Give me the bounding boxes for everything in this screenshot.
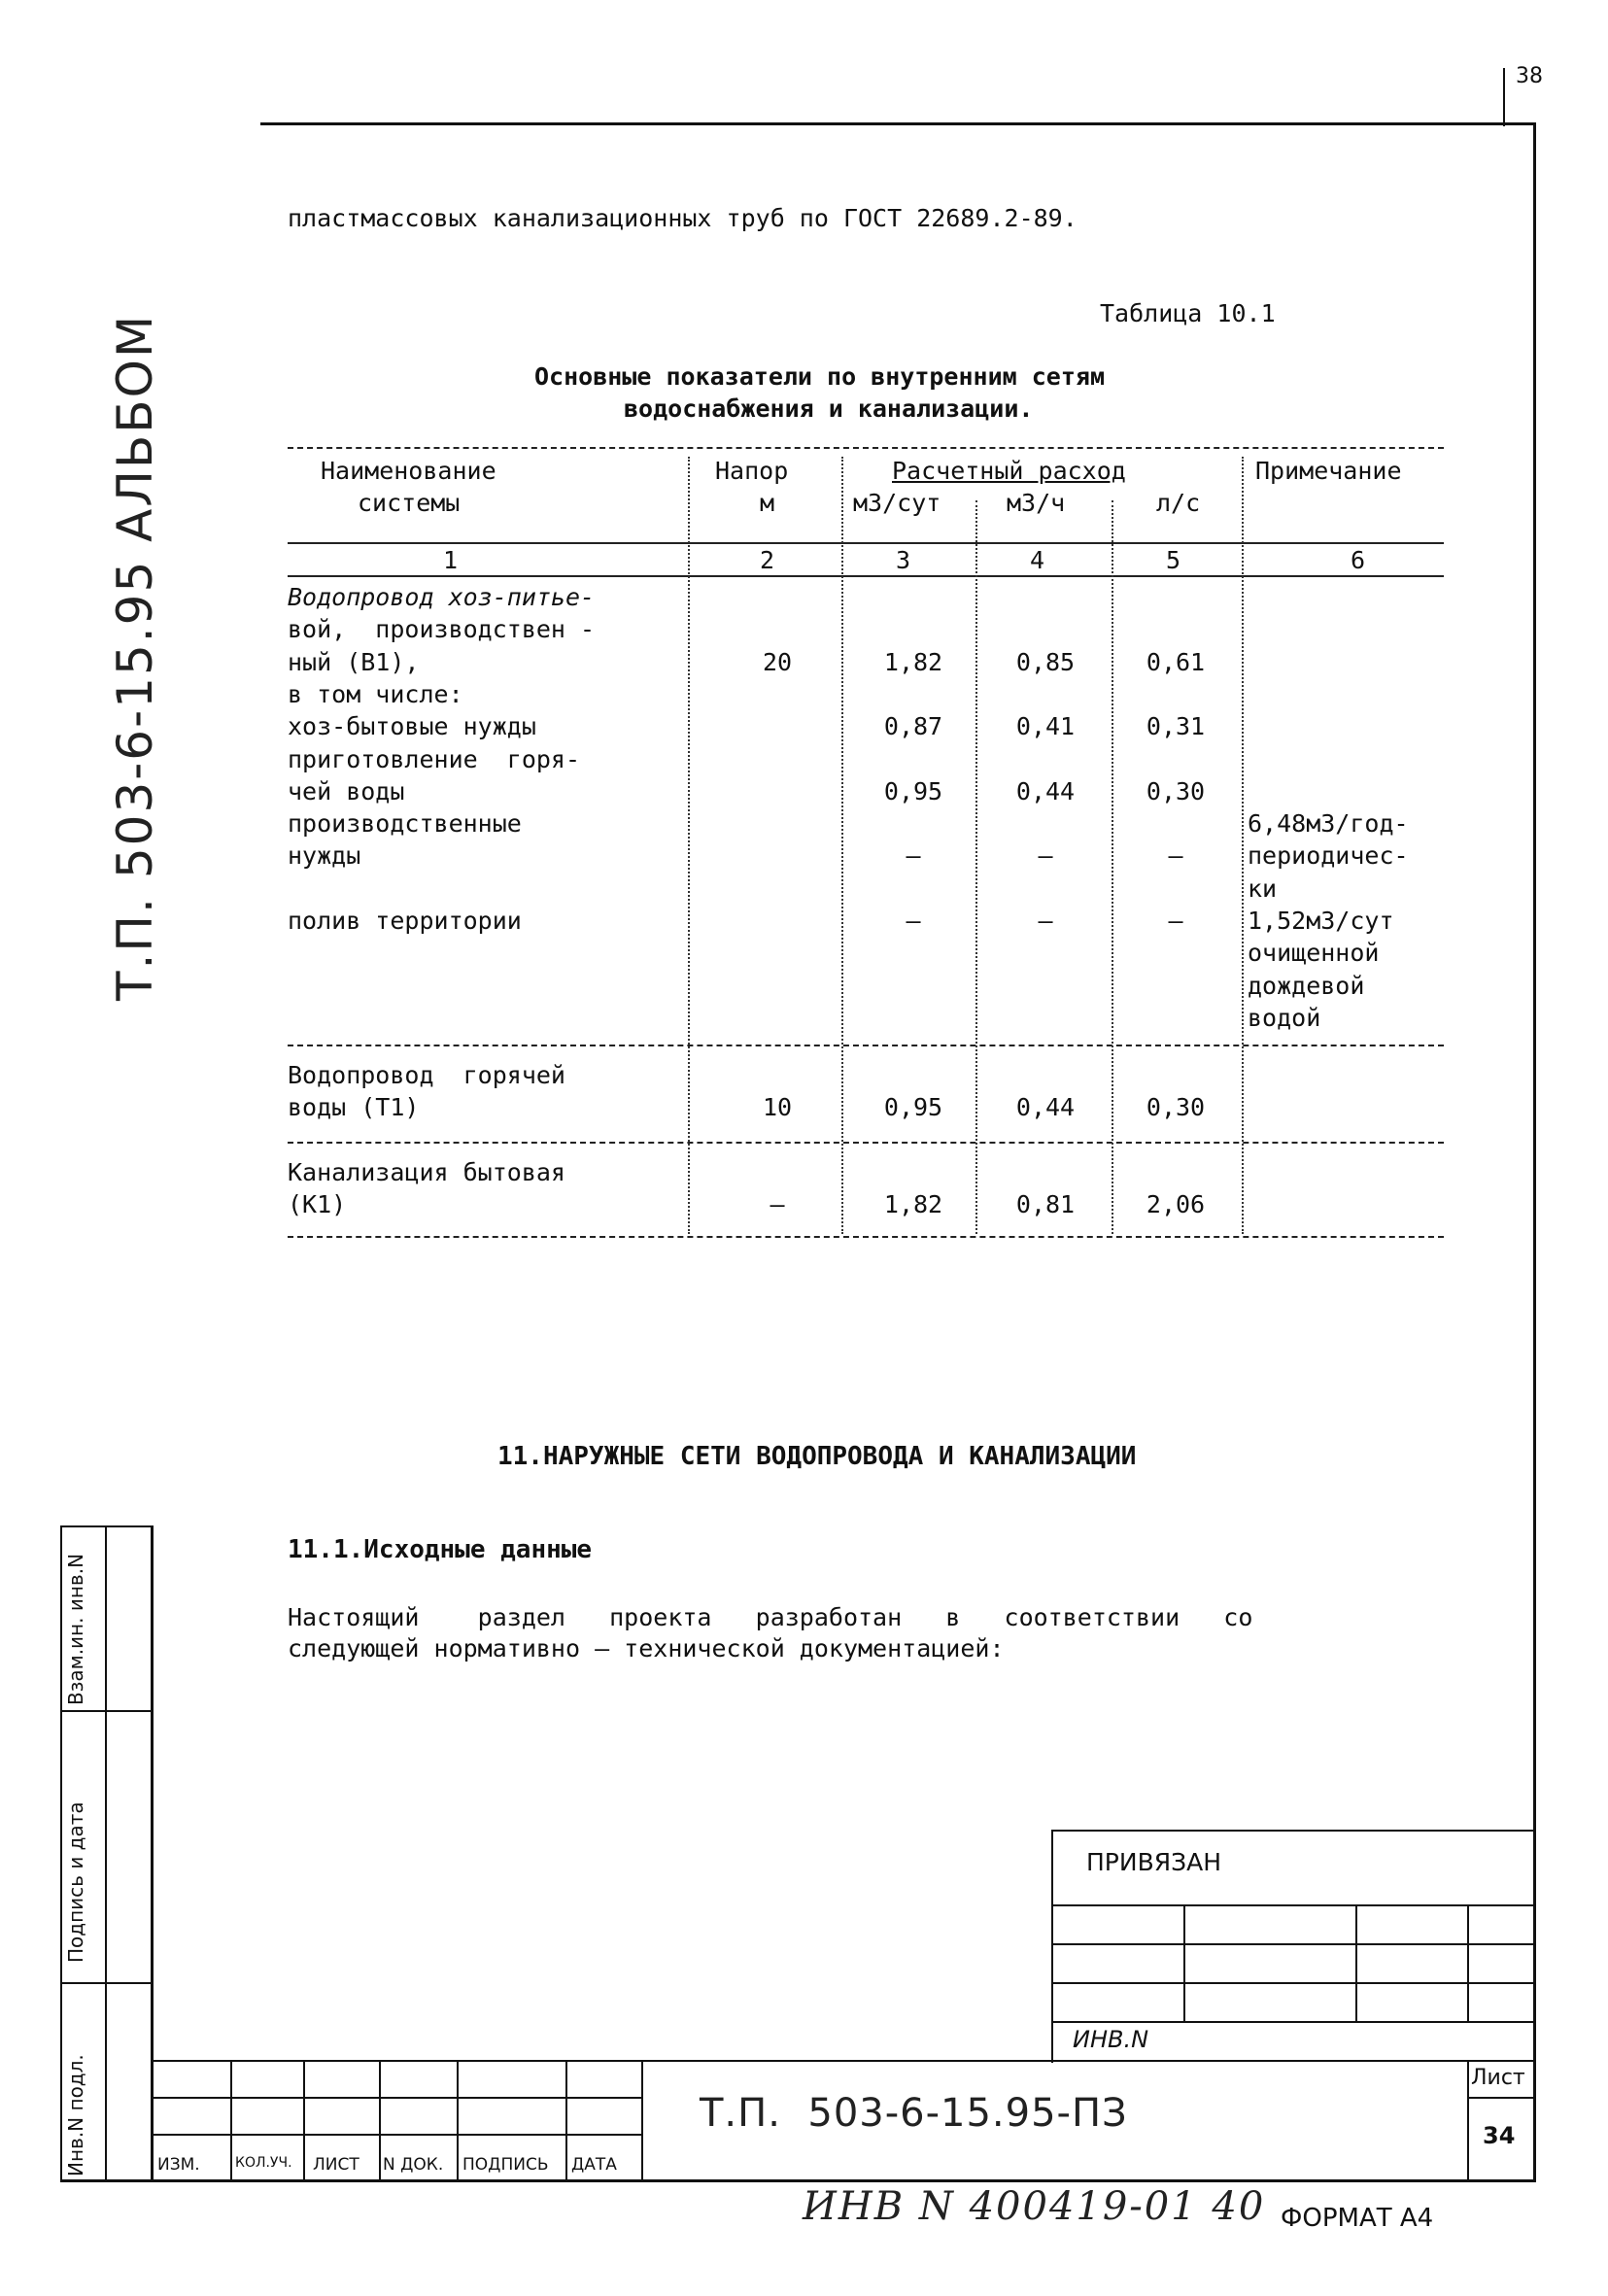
side-sep-1	[60, 1525, 154, 1527]
header-pressure-2: м	[760, 489, 775, 517]
side-album-label: Т.П. 503-6-15.95 АЛЬБОМ	[107, 313, 163, 1001]
cell-name: нужды	[288, 841, 361, 871]
header-pressure-1: Напор	[715, 457, 789, 485]
col-number-4: 4	[1030, 546, 1045, 574]
side-strip-mid	[105, 1525, 107, 2182]
cell-note: очищенной	[1248, 939, 1380, 968]
paragraph-line-1: Настоящий раздел проекта разработан в соответствии со	[288, 1603, 1253, 1631]
frame-right	[1533, 122, 1536, 2182]
header-flow-day: м3/сут	[853, 489, 941, 517]
cell-note: дождевой	[1248, 971, 1365, 1000]
stamp-col-kol: КОЛ.УЧ.	[235, 2155, 292, 2171]
table-title-line-1: Основные показатели по внутренним сетям	[534, 362, 1105, 391]
col-sep-1	[688, 457, 690, 1234]
intro-line: пластмассовых канализационных труб по ГОСТ 22689.2-89.	[288, 204, 1078, 232]
cell-hour: 0,44	[1015, 776, 1076, 805]
col-sep-4	[1112, 500, 1113, 1234]
col-sep-5	[1242, 457, 1244, 1234]
stamp-sep-sheet	[1467, 2060, 1469, 2182]
privyazan-left	[1051, 1830, 1053, 2063]
cell-name: полив территории	[288, 907, 522, 935]
stamp-mid-row	[154, 2097, 642, 2099]
table-header-rule	[288, 542, 1444, 544]
cell-day: –	[906, 841, 921, 871]
header-note: Примечание	[1255, 457, 1402, 485]
frame-bottom	[60, 2179, 1536, 2182]
frame-top	[260, 122, 1535, 125]
privyazan-row-3	[1051, 1982, 1535, 1984]
cell-sec: –	[1168, 907, 1183, 935]
cell-name: производственные	[288, 809, 522, 839]
cell-name: в том числе:	[288, 679, 463, 708]
cell-note: 6,48м3/год-	[1248, 809, 1409, 839]
side-sep-2	[60, 1710, 154, 1712]
header-flow-sec: л/с	[1156, 489, 1201, 517]
privyazan-label: ПРИВЯЗАН	[1086, 1848, 1222, 1876]
cell-sec: 0,30	[1146, 776, 1206, 805]
page-number: 38	[1516, 64, 1543, 88]
header-name-1: Наименование	[321, 457, 496, 485]
stamp-col-izm: ИЗМ.	[157, 2155, 200, 2175]
cell-day: 0,95	[883, 1093, 943, 1122]
cell-name: ный (В1),	[288, 647, 420, 676]
cell-name: Водопровод горячей	[288, 1061, 565, 1089]
col-sep-2	[841, 457, 843, 1234]
table-top-rule	[288, 447, 1444, 449]
stamp-col-podpis: ПОДПИСЬ	[462, 2155, 549, 2175]
cell-day: 0,95	[883, 776, 943, 805]
cell-day: 1,82	[883, 647, 943, 676]
side-strip-left	[60, 1525, 62, 2182]
cell-hour: 0,44	[1015, 1093, 1076, 1122]
cell-sec: 0,31	[1146, 712, 1206, 741]
cell-pressure: –	[770, 1190, 785, 1219]
cell-pressure: 20	[762, 647, 793, 676]
cell-note: 1,52м3/сут	[1248, 907, 1394, 935]
col-sep-3	[975, 500, 977, 1234]
col-number-2: 2	[760, 546, 775, 574]
privyazan-row-2	[1051, 1943, 1535, 1945]
corner-mark	[1503, 68, 1505, 126]
cell-sec: 0,61	[1146, 647, 1206, 676]
stamp-col-data: ДАТА	[571, 2155, 617, 2175]
cell-pressure: 10	[762, 1093, 793, 1122]
stamp-col-5	[565, 2060, 567, 2182]
side-field-vzam: Взам.ин. инв.N	[64, 1553, 87, 1705]
side-field-podpis: Подпись и дата	[64, 1801, 87, 1963]
privyazan-top	[1051, 1830, 1535, 1832]
sheet-number: 34	[1483, 2122, 1516, 2149]
cell-note: водой	[1248, 1003, 1321, 1032]
table-caption: Таблица 10.1	[1100, 299, 1276, 327]
privyazan-col-2	[1355, 1904, 1357, 2021]
cell-name: хоз-бытовые нужды	[288, 712, 536, 741]
cell-name: Водопровод хоз-питье-	[288, 583, 596, 611]
table-colnum-rule	[288, 575, 1444, 577]
cell-hour: 0,41	[1015, 712, 1076, 741]
cell-name: (К1)	[288, 1190, 347, 1219]
table-title-line-2: водоснабжения и канализации.	[624, 394, 1034, 423]
frame-left	[151, 1525, 154, 2182]
cell-day: –	[906, 907, 921, 935]
cell-name: Канализация бытовая	[288, 1158, 565, 1186]
privyazan-col-3	[1467, 1904, 1469, 2021]
stamp-sheet-row	[1467, 2097, 1535, 2099]
privyazan-row-1	[1051, 1904, 1535, 1906]
cell-name: воды (Т1)	[288, 1093, 420, 1122]
side-sep-3	[60, 1982, 154, 1984]
sheet-label: Лист	[1471, 2066, 1525, 2090]
cell-sec: –	[1168, 841, 1183, 871]
col-number-6: 6	[1351, 546, 1366, 574]
col-number-3: 3	[896, 546, 911, 574]
cell-name: приготовление горя-	[288, 744, 581, 773]
cell-hour: 0,85	[1015, 647, 1076, 676]
cell-hour: –	[1038, 907, 1053, 935]
stamp-col-list: ЛИСТ	[313, 2155, 359, 2175]
header-flow-group: Расчетный расход	[892, 457, 1126, 485]
cell-hour: 0,81	[1015, 1190, 1076, 1219]
cell-hour: –	[1038, 841, 1053, 871]
stamp-col-3	[379, 2060, 381, 2182]
stamp-col-1	[230, 2060, 232, 2182]
side-field-inv-podl: Инв.N подл.	[64, 2054, 87, 2176]
subsection-heading: 11.1.Исходные данные	[288, 1535, 593, 1564]
paragraph-line-2: следующей нормативно – технической документацией:	[288, 1634, 1005, 1662]
handwritten-inv: ИНВ N 400419-01 40	[803, 2184, 1266, 2229]
stamp-col-ndok: N ДОК.	[383, 2155, 444, 2175]
section-heading: 11.НАРУЖНЫЕ СЕТИ ВОДОПРОВОДА И КАНАЛИЗАЦИИ	[497, 1442, 1137, 1471]
privyazan-row-4	[1051, 2021, 1535, 2023]
privyazan-col-1	[1183, 1904, 1185, 2021]
cell-name: вой, производствен -	[288, 615, 596, 644]
stamp-col-2	[303, 2060, 305, 2182]
header-flow-hour: м3/ч	[1007, 489, 1066, 517]
col-number-1: 1	[443, 546, 459, 574]
cell-sec: 2,06	[1146, 1190, 1206, 1219]
cell-name: чей воды	[288, 776, 405, 805]
inv-n-label: ИНВ.N	[1073, 2026, 1149, 2053]
cell-day: 0,87	[883, 712, 943, 741]
stamp-col-4	[457, 2060, 459, 2182]
stamp-mid-row-2	[154, 2134, 642, 2136]
header-name-2: системы	[358, 489, 461, 517]
cell-day: 1,82	[883, 1190, 943, 1219]
stamp-top	[154, 2060, 1535, 2062]
stamp-sep-code	[641, 2060, 643, 2182]
cell-note: периодичес-	[1248, 841, 1409, 871]
table-bottom-rule	[288, 1236, 1444, 1238]
cell-sec: 0,30	[1146, 1093, 1206, 1122]
cell-note: ки	[1248, 874, 1278, 903]
format-label: ФОРМАТ А4	[1281, 2204, 1434, 2233]
table-section-rule-2	[288, 1142, 1444, 1144]
table-section-rule-1	[288, 1045, 1444, 1046]
col-number-5: 5	[1166, 546, 1181, 574]
doc-code: Т.П. 503-6-15.95-ПЗ	[700, 2091, 1128, 2136]
